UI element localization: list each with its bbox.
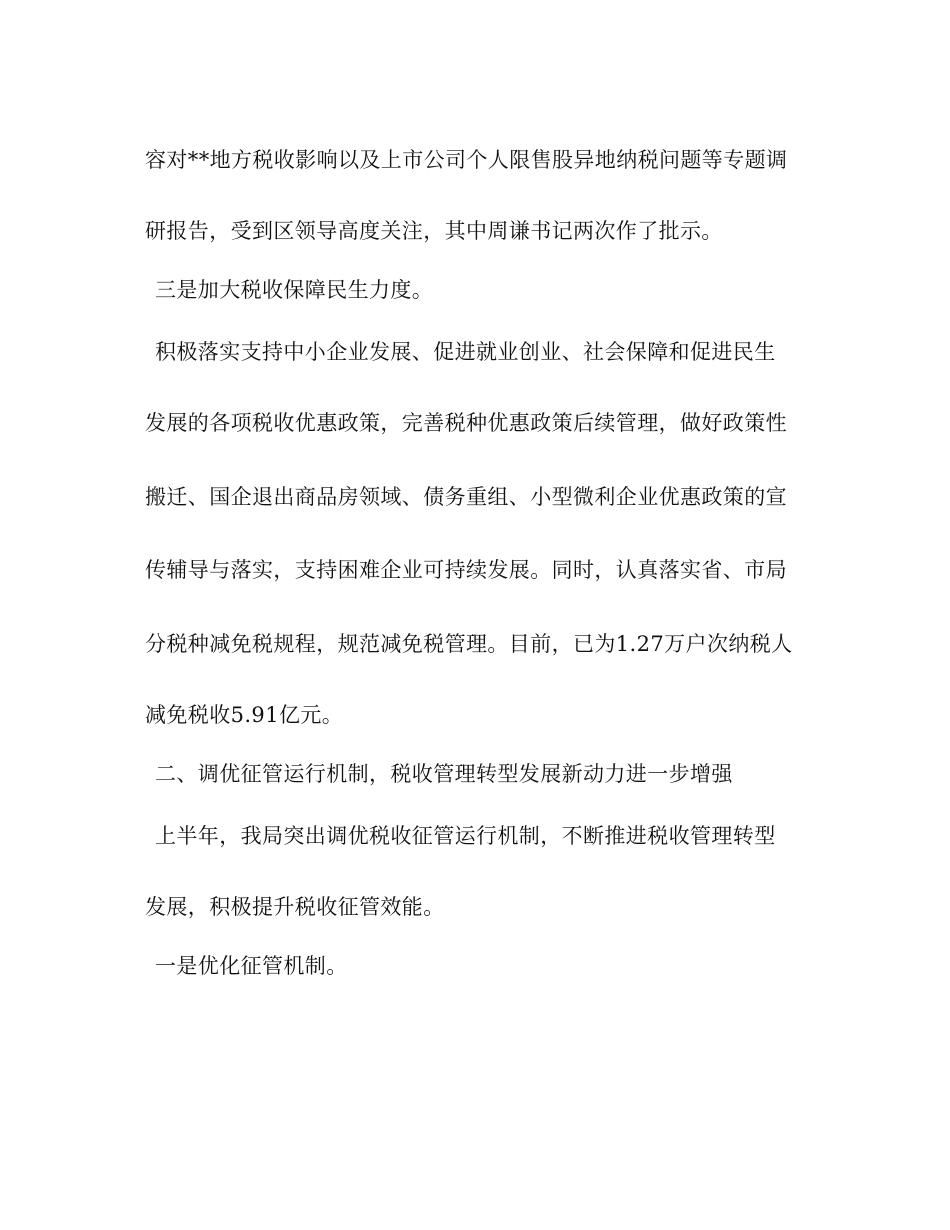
section-heading: 一是优化征管机制。: [155, 954, 348, 978]
text-line: 积极落实支持中小企业发展、促进就业创业、社会保障和促进民生: [155, 340, 776, 364]
section-heading: 三是加大税收保障民生力度。: [155, 278, 434, 302]
text-line: 研报告，受到区领导高度关注，其中周谦书记两次作了批示。: [145, 219, 723, 243]
text-line: 发展，积极提升税收征管效能。: [145, 895, 445, 919]
text-line: 分税种减免税规程，规范减免税管理。目前，已为1.27万户次纳税人: [145, 632, 793, 656]
section-heading: 二、调优征管运行机制，税收管理转型发展新动力进一步增强: [155, 762, 733, 786]
text-line: 搬迁、国企退出商品房领域、债务重组、小型微利企业优惠政策的宣: [145, 485, 787, 509]
text-line: 减免税收5.91亿元。: [145, 703, 344, 727]
text-line: 容对**地方税收影响以及上市公司个人限售股异地纳税问题等专题调: [145, 148, 788, 172]
text-line: 传辅导与落实，支持困难企业可持续发展。同时，认真落实省、市局: [145, 558, 787, 582]
text-line: 发展的各项税收优惠政策，完善税种优惠政策后续管理，做好政策性: [145, 411, 787, 435]
text-line: 上半年，我局突出调优税收征管运行机制，不断推进税收管理转型: [155, 824, 776, 848]
